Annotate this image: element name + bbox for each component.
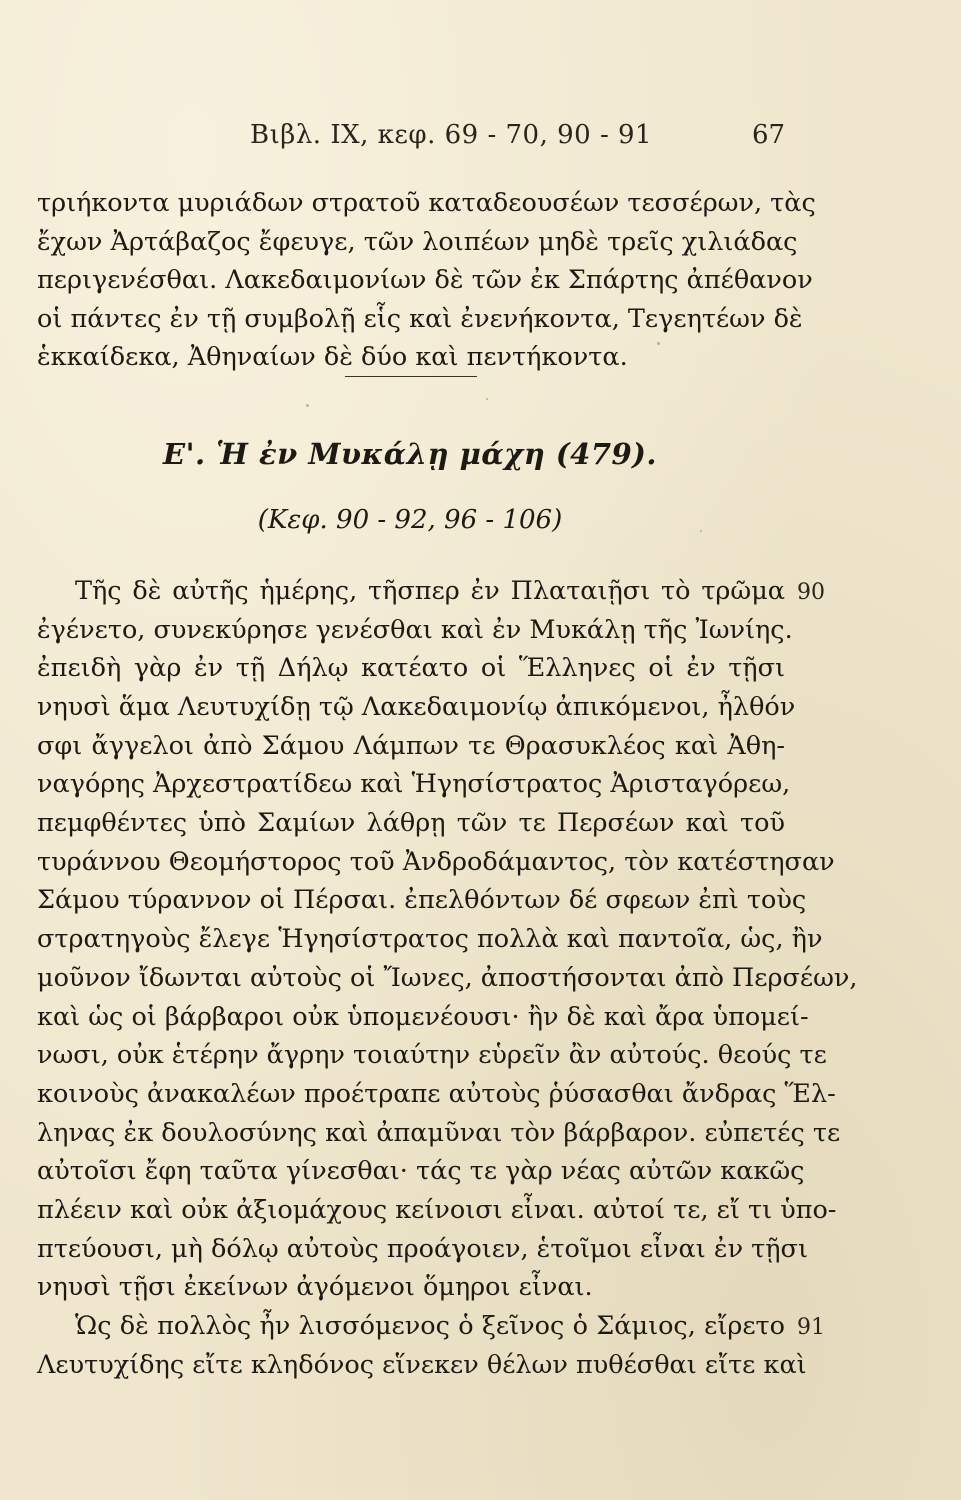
text-line: πλέειν καὶ οὐκ ἀξιομάχους κείνοισι εἶναι. αὐτοί τε, εἴ τι ὑπο- [37,1195,837,1225]
text-line: νωσι, οὐκ ἑτέρην ἄγρην τοιαύτην εὑρεῖν ἂν αὐτούς. θεούς τε [37,1040,827,1070]
running-head: Βιβλ. IX, κεφ. 69 - 70, 90 - 91 [250,120,653,150]
paper-speck [657,342,660,345]
text-line: ναγόρης Ἀρχεστρατίδεω καὶ Ἡγησίστρατος Ἀρισταγόρεω, [37,769,791,799]
text-line: νηυσὶ ἅμα Λευτυχίδῃ τῷ Λακεδαιμονίῳ ἀπικόμενοι, ἦλθόν [37,692,796,722]
text-line: ἐγένετο, συνεκύρησε γενέσθαι καὶ ἐν Μυκάλῃ τῆς Ἰωνίης. [37,615,793,645]
text-line: Ὡς δὲ πολλὸς ἦν λισσόμενος ὁ ξεῖνος ὁ Σάμιος, εἴρετο [75,1311,785,1341]
text-line: περιγενέσθαι. Λακεδαιμονίων δὲ τῶν ἐκ Σπάρτης ἀπέθανον [37,265,813,295]
text-line: πεμφθέντες ὑπὸ Σαμίων λάθρῃ τῶν τε Περσέων καὶ τοῦ [37,808,785,838]
text-line: μοῦνον ἴδωνται αὐτοὺς οἱ Ἴωνες, ἀποστήσονται ἀπὸ Περσέων, [37,963,858,993]
page-number: 67 [752,120,786,150]
text-line: Λευτυχίδης εἴτε κληδόνος εἵνεκεν θέλων πυθέσθαι εἴτε καὶ [37,1350,807,1380]
section-title: Ε'. Ἡ ἐν Μυκάλῃ μάχη (479). [162,437,657,471]
text-line: κοινοὺς ἀνακαλέων προέτραπε αὐτοὺς ῥύσασθαι ἄνδρας Ἕλ- [37,1079,836,1109]
text-line: Σάμου τύραννον οἱ Πέρσαι. ἐπελθόντων δέ σφεων ἐπὶ τοὺς [37,885,807,915]
text-line: ἑκκαίδεκα, Ἀθηναίων δὲ δύο καὶ πεντήκοντα. [37,342,628,372]
text-line: τυράννου Θεομήστορος τοῦ Ἀνδροδάμαντος, τὸν κατέστησαν [37,847,835,877]
margin-chapter-number: 90 [797,580,825,605]
margin-chapter-number: 91 [797,1315,825,1340]
text-line: σφι ἄγγελοι ἀπὸ Σάμου Λάμπων τε Θρασυκλέος καὶ Ἀθη- [37,731,785,761]
text-line: ἔχων Ἀρτάβαζος ἔφευγε, τῶν λοιπέων μηδὲ τρεῖς χιλιάδας [37,227,798,257]
text-line: τριήκοντα μυριάδων στρατοῦ καταδεουσέων τεσσέρων, τὰς [37,188,816,218]
text-line: στρατηγοὺς ἔλεγε Ἡγησίστρατος πολλὰ καὶ παντοῖα, ὡς, ἢν [37,924,823,954]
paper-speck [486,398,488,400]
text-line: καὶ ὡς οἱ βάρβαροι οὐκ ὑπομενέουσι· ἢν δὲ καὶ ἄρα ὑπομεί- [37,1002,809,1032]
paper-speck [306,404,309,407]
paper-speck [700,530,702,532]
section-divider [345,376,477,377]
text-line: αὐτοῖσι ἔφη ταῦτα γίνεσθαι· τάς τε γὰρ νέας αὐτῶν κακῶς [37,1156,805,1186]
section-subtitle: (Κεφ. 90 - 92, 96 - 106) [257,505,563,535]
text-line: Τῆς δὲ αὐτῆς ἡμέρης, τῆσπερ ἐν Πλαταιῇσι τὸ τρῶμα [75,576,785,606]
text-line: ἐπειδὴ γὰρ ἐν τῇ Δήλῳ κατέατο οἱ Ἕλληνες οἱ ἐν τῇσι [37,653,785,683]
text-line: οἱ πάντες ἐν τῇ συμβολῇ εἷς καὶ ἐνενήκοντα, Τεγεητέων δὲ [37,304,803,334]
text-line: νηυσὶ τῇσι ἐκείνων ἀγόμενοι ὅμηροι εἶναι. [37,1272,593,1302]
text-line: πτεύουσι, μὴ δόλῳ αὐτοὺς προάγοιεν, ἑτοῖμοι εἶναι ἐν τῇσι [37,1234,808,1264]
text-line: ληνας ἐκ δουλοσύνης καὶ ἀπαμῦναι τὸν βάρβαρον. εὐπετές τε [37,1118,841,1148]
